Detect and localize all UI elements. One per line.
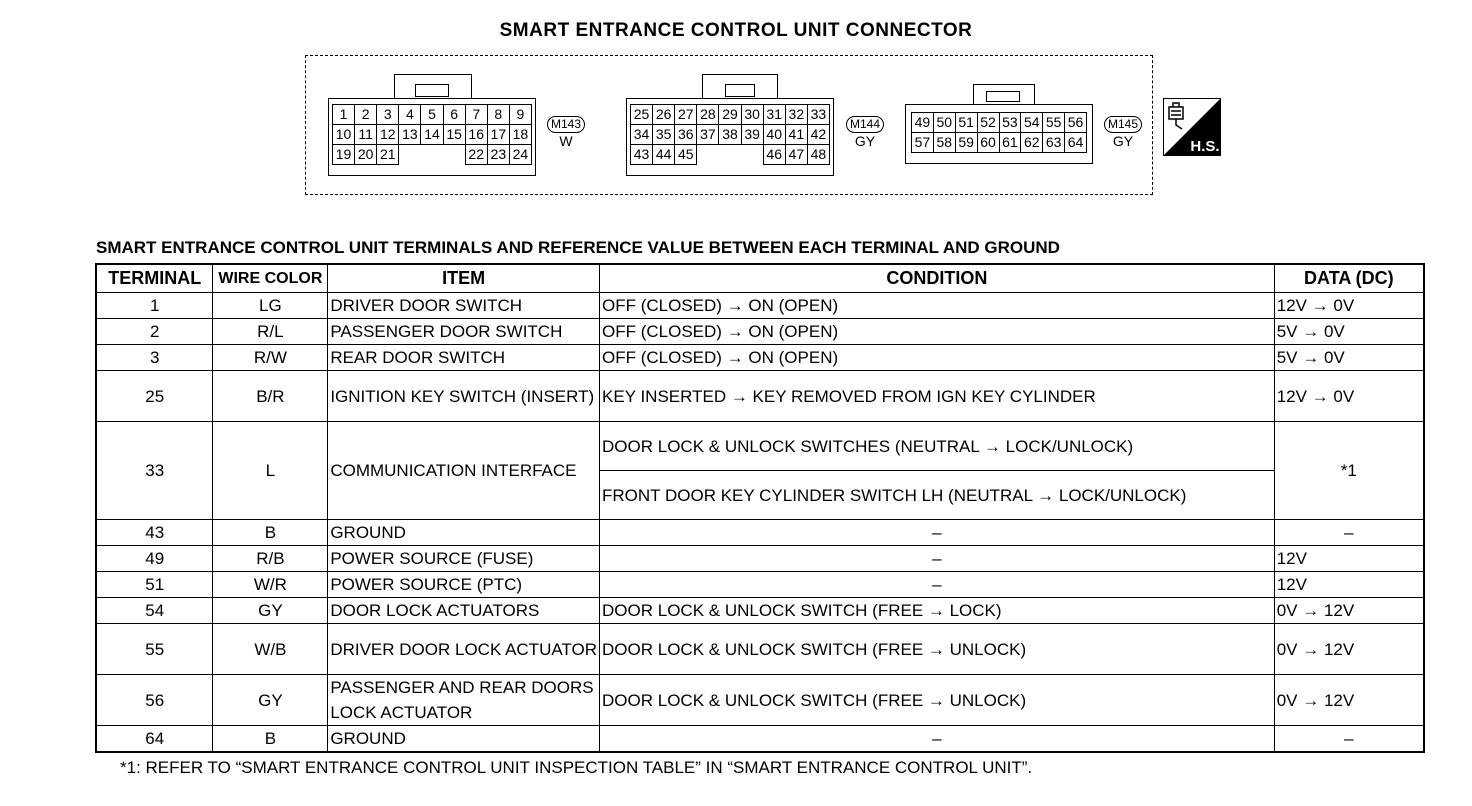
terminal-pin: 46 xyxy=(763,145,785,165)
terminal-pin: 21 xyxy=(377,145,399,165)
cell-item: IGNITION KEY SWITCH (INSERT) xyxy=(328,371,600,422)
header-wire-color: WIRE COLOR xyxy=(213,264,328,293)
header-condition: CONDITION xyxy=(600,264,1275,293)
terminal-pin: 19 xyxy=(333,145,355,165)
cell-condition: OFF (CLOSED) → ON (OPEN) xyxy=(600,293,1275,319)
terminal-pin: 18 xyxy=(509,125,531,145)
terminal-pin: 24 xyxy=(509,145,531,165)
table-row xyxy=(96,598,1424,624)
cell-wire-color: B xyxy=(213,520,328,546)
terminal-pin: 10 xyxy=(333,125,355,145)
terminal-pin: 12 xyxy=(377,125,399,145)
connector-color: GY xyxy=(1112,133,1134,149)
terminal-pin: 59 xyxy=(955,133,977,153)
terminal-pin: 36 xyxy=(675,125,697,145)
terminal-pin: 64 xyxy=(1065,133,1087,153)
terminal-pin: 26 xyxy=(653,105,675,125)
cell-wire-color: R/L xyxy=(213,319,328,345)
table-row xyxy=(96,371,1424,422)
cell-item: GROUND xyxy=(328,520,600,546)
terminal-pin: 62 xyxy=(1021,133,1043,153)
cell-condition: FRONT DOOR KEY CYLINDER SWITCH LH (NEUTRAL → LOCK/UNLOCK) xyxy=(600,471,1275,520)
terminal-pin: 39 xyxy=(741,125,763,145)
table-row xyxy=(96,319,1424,345)
terminal-pin: 22 xyxy=(465,145,487,165)
terminal-pin: 34 xyxy=(631,125,653,145)
terminal-pin: 58 xyxy=(933,133,955,153)
terminal-cavity-blank xyxy=(399,145,421,165)
cell-data: 12V xyxy=(1274,572,1424,598)
cell-condition: – xyxy=(600,520,1275,546)
terminal-pin: 8 xyxy=(487,105,509,125)
cell-condition: – xyxy=(600,572,1275,598)
cell-data: 5V → 0V xyxy=(1274,345,1424,371)
cell-terminal: 49 xyxy=(96,546,213,572)
cell-terminal: 55 xyxy=(96,624,213,675)
terminal-pin: 37 xyxy=(697,125,719,145)
page-title: SMART ENTRANCE CONTROL UNIT CONNECTOR xyxy=(499,20,973,41)
footnote: *1: REFER TO “SMART ENTRANCE CONTROL UNIT INSPECTION TABLE” IN “SMART ENTRANCE CONTROL UNIT”. xyxy=(120,758,1033,777)
terminal-pin: 30 xyxy=(741,105,763,125)
terminal-pin: 42 xyxy=(807,125,829,145)
cell-item: DOOR LOCK ACTUATORS xyxy=(328,598,600,624)
terminal-pin: 57 xyxy=(912,133,934,153)
cell-condition: DOOR LOCK & UNLOCK SWITCH (FREE → UNLOCK) xyxy=(600,624,1275,675)
terminal-pin: 45 xyxy=(675,145,697,165)
connector-color: W xyxy=(559,133,573,149)
table-header-row xyxy=(96,264,1424,293)
cell-wire-color: B/R xyxy=(213,371,328,422)
cell-data: 12V → 0V xyxy=(1274,293,1424,319)
terminal-pin: 14 xyxy=(421,125,443,145)
terminal-pin: 40 xyxy=(763,125,785,145)
terminal-pin: 31 xyxy=(763,105,785,125)
cell-terminal: 1 xyxy=(96,293,213,319)
header-data: DATA (DC) xyxy=(1274,264,1424,293)
cell-item: POWER SOURCE (FUSE) xyxy=(328,546,600,572)
cell-item: DRIVER DOOR SWITCH xyxy=(328,293,600,319)
terminal-pin: 3 xyxy=(377,105,399,125)
cell-data: – xyxy=(1274,520,1424,546)
table-row xyxy=(96,422,1424,471)
cell-wire-color: R/B xyxy=(213,546,328,572)
terminal-pin: 50 xyxy=(933,113,955,133)
terminal-pin: 47 xyxy=(785,145,807,165)
cell-item: POWER SOURCE (PTC) xyxy=(328,572,600,598)
cell-condition: OFF (CLOSED) → ON (OPEN) xyxy=(600,319,1275,345)
terminal-pin: 11 xyxy=(355,125,377,145)
terminal-pin: 44 xyxy=(653,145,675,165)
terminal-pin: 17 xyxy=(487,125,509,145)
cell-item: PASSENGER DOOR SWITCH xyxy=(328,319,600,345)
terminal-pin: 13 xyxy=(399,125,421,145)
cell-item: COMMUNICATION INTERFACE xyxy=(328,422,600,520)
terminal-pin: 55 xyxy=(1043,113,1065,133)
cell-data: – xyxy=(1274,726,1424,753)
header-item: ITEM xyxy=(328,264,600,293)
terminal-pin: 49 xyxy=(912,113,934,133)
cell-wire-color: L xyxy=(213,422,328,520)
terminal-pin: 38 xyxy=(719,125,741,145)
terminal-pin: 5 xyxy=(421,105,443,125)
terminal-pin: 15 xyxy=(443,125,465,145)
terminal-pin: 1 xyxy=(333,105,355,125)
terminal-cavity-blank xyxy=(443,145,465,165)
cell-condition: DOOR LOCK & UNLOCK SWITCH (FREE → LOCK) xyxy=(600,598,1275,624)
terminal-grid xyxy=(911,112,1087,153)
cell-data: 12V → 0V xyxy=(1274,371,1424,422)
cell-item: PASSENGER AND REAR DOORS LOCK ACTUATOR xyxy=(328,675,600,726)
terminal-pin: 63 xyxy=(1043,133,1065,153)
terminal-cavity-blank xyxy=(421,145,443,165)
terminal-pin: 54 xyxy=(1021,113,1043,133)
cell-wire-color: GY xyxy=(213,598,328,624)
terminal-cavity-blank xyxy=(741,145,763,165)
cell-data: 12V xyxy=(1274,546,1424,572)
cell-terminal: 54 xyxy=(96,598,213,624)
terminal-pin: 25 xyxy=(631,105,653,125)
terminal-pin: 51 xyxy=(955,113,977,133)
terminal-cavity-blank xyxy=(697,145,719,165)
cell-item: DRIVER DOOR LOCK ACTUATOR xyxy=(328,624,600,675)
terminal-pin: 4 xyxy=(399,105,421,125)
terminal-pin: 29 xyxy=(719,105,741,125)
terminal-pin: 56 xyxy=(1065,113,1087,133)
terminal-pin: 43 xyxy=(631,145,653,165)
cell-item: REAR DOOR SWITCH xyxy=(328,345,600,371)
table-row xyxy=(96,345,1424,371)
harness-side-badge xyxy=(1163,98,1221,156)
table-row xyxy=(96,624,1424,675)
cell-condition: – xyxy=(600,726,1275,753)
cell-data: 0V → 12V xyxy=(1274,675,1424,726)
terminal-pin: 33 xyxy=(807,105,829,125)
cell-condition: KEY INSERTED → KEY REMOVED FROM IGN KEY CYLINDER xyxy=(600,371,1275,422)
cell-wire-color: W/R xyxy=(213,572,328,598)
terminal-pin: 9 xyxy=(509,105,531,125)
cell-condition: OFF (CLOSED) → ON (OPEN) xyxy=(600,345,1275,371)
cell-terminal: 33 xyxy=(96,422,213,520)
terminal-pin: 16 xyxy=(465,125,487,145)
connector-label-m145 xyxy=(1100,115,1146,149)
connector-m144 xyxy=(626,74,836,174)
cell-wire-color: GY xyxy=(213,675,328,726)
terminal-pin: 52 xyxy=(977,113,999,133)
header-terminal: TERMINAL xyxy=(96,264,213,293)
table-row xyxy=(96,546,1424,572)
terminal-pin: 6 xyxy=(443,105,465,125)
terminal-pin: 60 xyxy=(977,133,999,153)
terminal-pin: 2 xyxy=(355,105,377,125)
cell-item: GROUND xyxy=(328,726,600,753)
table-row xyxy=(96,572,1424,598)
cell-condition: – xyxy=(600,546,1275,572)
table-title: SMART ENTRANCE CONTROL UNIT TERMINALS AND REFERENCE VALUE BETWEEN EACH TERMINAL AND GROUND xyxy=(96,238,1060,257)
cell-terminal: 56 xyxy=(96,675,213,726)
terminal-grid xyxy=(332,104,532,165)
connector-id-tag: M144 xyxy=(846,116,884,133)
cell-wire-color: B xyxy=(213,726,328,753)
cell-terminal: 2 xyxy=(96,319,213,345)
cell-data: 5V → 0V xyxy=(1274,319,1424,345)
cell-terminal: 25 xyxy=(96,371,213,422)
terminal-pin: 32 xyxy=(785,105,807,125)
table-row xyxy=(96,520,1424,546)
terminal-pin: 23 xyxy=(487,145,509,165)
cell-data: 0V → 12V xyxy=(1274,598,1424,624)
table-row xyxy=(96,293,1424,319)
terminal-reference-table xyxy=(95,263,1425,753)
connector-id-tag: M145 xyxy=(1104,116,1142,133)
cell-condition: DOOR LOCK & UNLOCK SWITCHES (NEUTRAL → LOCK/UNLOCK) xyxy=(600,422,1275,471)
terminal-pin: 48 xyxy=(807,145,829,165)
cell-wire-color: LG xyxy=(213,293,328,319)
terminal-pin: 53 xyxy=(999,113,1021,133)
connector-label-m144 xyxy=(842,115,888,149)
terminal-pin: 27 xyxy=(675,105,697,125)
cell-data: 0V → 12V xyxy=(1274,624,1424,675)
cell-terminal: 3 xyxy=(96,345,213,371)
connector-id-tag: M143 xyxy=(547,116,585,133)
cell-terminal: 43 xyxy=(96,520,213,546)
terminal-grid xyxy=(630,104,830,165)
cell-condition: DOOR LOCK & UNLOCK SWITCH (FREE → UNLOCK) xyxy=(600,675,1275,726)
cell-data: *1 xyxy=(1274,422,1424,520)
table-row xyxy=(96,675,1424,726)
connector-m145 xyxy=(905,84,1095,164)
terminal-pin: 35 xyxy=(653,125,675,145)
cell-terminal: 64 xyxy=(96,726,213,753)
terminal-pin: 41 xyxy=(785,125,807,145)
terminal-cavity-blank xyxy=(719,145,741,165)
hs-text: H.S. xyxy=(1190,138,1220,155)
cell-wire-color: R/W xyxy=(213,345,328,371)
terminal-pin: 7 xyxy=(465,105,487,125)
connector-color: GY xyxy=(854,133,876,149)
terminal-pin: 61 xyxy=(999,133,1021,153)
terminal-pin: 28 xyxy=(697,105,719,125)
cell-terminal: 51 xyxy=(96,572,213,598)
table-row xyxy=(96,726,1424,753)
connector-m143 xyxy=(328,74,538,174)
terminal-pin: 20 xyxy=(355,145,377,165)
cell-wire-color: W/B xyxy=(213,624,328,675)
connector-label-m143 xyxy=(543,115,589,149)
